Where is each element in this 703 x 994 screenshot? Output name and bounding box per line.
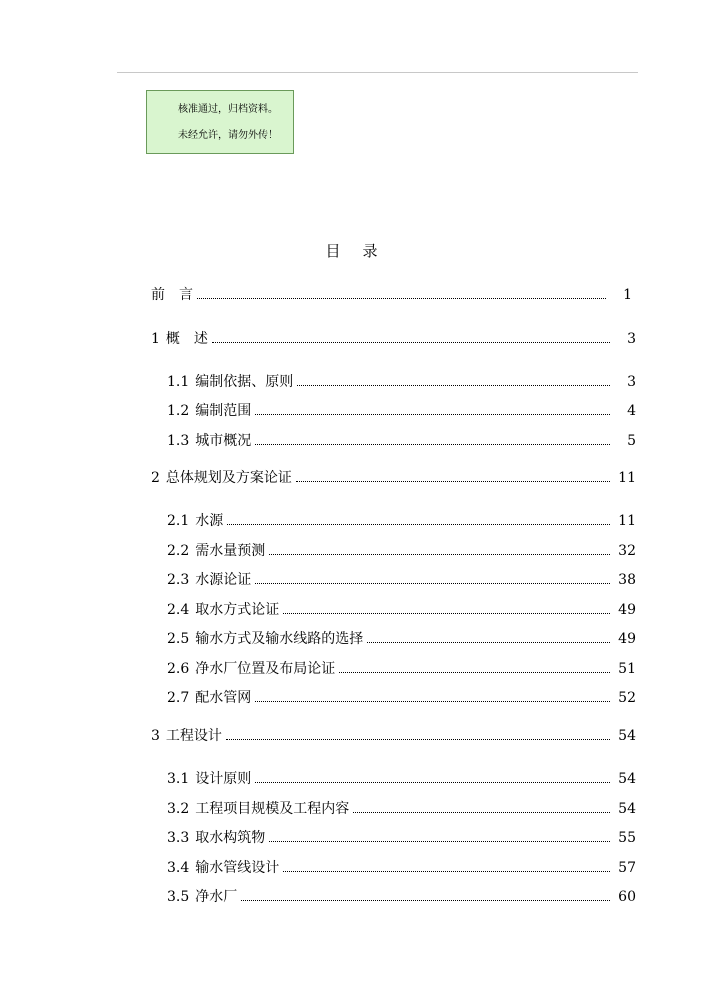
toc-leader-dots <box>227 523 610 525</box>
toc-leader-dots <box>367 641 610 643</box>
toc-entry[interactable] <box>167 628 636 648</box>
toc-leader-dots <box>255 582 610 584</box>
toc-entry-page: 3 <box>627 331 636 347</box>
toc-leader-dots <box>226 738 610 740</box>
toc-entry-number: 3 <box>151 728 160 744</box>
toc-entry[interactable] <box>167 857 636 877</box>
toc-entry-label: 设计原则 <box>195 771 252 787</box>
toc-entry-page: 55 <box>618 830 636 846</box>
toc-entry-page: 38 <box>618 572 636 588</box>
toc-entry-page: 52 <box>618 690 636 706</box>
toc-entry[interactable] <box>167 658 636 678</box>
toc-leader-dots <box>269 553 610 555</box>
toc-entry[interactable] <box>167 599 636 619</box>
toc-entry-label: 取水方式论证 <box>195 602 280 618</box>
stamp-line-1: 核准通过，归档资料。 <box>178 104 278 115</box>
toc-entry-page: 54 <box>618 771 636 787</box>
toc-entry-page: 32 <box>618 543 636 559</box>
toc-entry-label: 编制范围 <box>195 403 252 419</box>
toc-entry-label: 净水厂位置及布局论证 <box>195 661 336 677</box>
toc-entry-label: 概 述 <box>165 331 208 347</box>
toc-leader-dots <box>297 384 610 386</box>
approval-stamp <box>146 90 294 154</box>
toc-entry[interactable] <box>167 400 636 420</box>
toc-entry-number: 2 <box>151 470 160 486</box>
toc-entry-page: 5 <box>627 433 636 449</box>
toc-entry-label: 水源论证 <box>195 572 252 588</box>
toc-entry-number: 2.2 <box>167 543 190 559</box>
toc-entry-number: 1.3 <box>167 433 190 449</box>
toc-entry-label: 水源 <box>195 513 224 529</box>
toc-entry-page: 54 <box>618 801 636 817</box>
toc-entry-number: 3.4 <box>167 860 190 876</box>
toc-entry[interactable] <box>167 371 636 391</box>
toc-entry-page: 57 <box>618 860 636 876</box>
toc-entry-label: 工程项目规模及工程内容 <box>195 801 350 817</box>
toc-entry[interactable] <box>167 510 636 530</box>
toc-entry-label: 前 言 <box>151 287 193 303</box>
toc-entry-page: 4 <box>627 403 636 419</box>
toc-entry[interactable] <box>151 725 636 745</box>
toc-entry-number: 1.1 <box>167 374 190 390</box>
toc-entry-page: 3 <box>627 374 636 390</box>
toc-leader-dots <box>212 341 610 343</box>
toc-leader-dots <box>283 870 610 872</box>
toc-entry-label: 输水管线设计 <box>195 860 280 876</box>
toc-leader-dots <box>255 781 610 783</box>
toc-entry[interactable] <box>167 430 636 450</box>
toc-leader-dots <box>255 700 610 702</box>
toc-entry-number: 3.3 <box>167 830 190 846</box>
toc-entry[interactable] <box>167 798 636 818</box>
toc-leader-dots <box>339 671 610 673</box>
toc-entry-page: 1 <box>623 287 632 303</box>
toc-entry-number: 2.4 <box>167 602 190 618</box>
toc-entry-label: 编制依据、原则 <box>195 374 294 390</box>
toc-entry-number: 2.1 <box>167 513 190 529</box>
toc-entry-page: 11 <box>618 513 636 529</box>
toc-entry-label: 输水方式及输水线路的选择 <box>195 631 364 647</box>
toc-entry[interactable] <box>167 687 636 707</box>
toc-entry-page: 49 <box>618 602 636 618</box>
toc-entry-page: 49 <box>618 631 636 647</box>
toc-entry-number: 1 <box>151 331 160 347</box>
toc-entry-number: 3.1 <box>167 771 190 787</box>
toc-entry[interactable] <box>151 467 636 487</box>
stamp-line-2: 未经允许，请勿外传！ <box>178 130 278 141</box>
toc-leader-dots <box>197 297 606 299</box>
toc-entry[interactable] <box>167 540 636 560</box>
toc-entry-number: 3.2 <box>167 801 190 817</box>
toc-leader-dots <box>269 840 610 842</box>
toc-leader-dots <box>255 443 610 445</box>
header-rule <box>117 72 638 73</box>
toc-leader-dots <box>283 612 610 614</box>
toc-entry-number: 2.3 <box>167 572 190 588</box>
toc-leader-dots <box>241 899 610 901</box>
toc-entry-number: 2.7 <box>167 690 190 706</box>
toc-leader-dots <box>296 480 610 482</box>
toc-leader-dots <box>353 811 610 813</box>
toc-entry-page: 54 <box>618 728 636 744</box>
toc-entry-label: 城市概况 <box>195 433 252 449</box>
toc-entry-number: 2.5 <box>167 631 190 647</box>
toc-entry-page: 60 <box>618 889 636 905</box>
toc-entry[interactable] <box>151 328 636 348</box>
toc-entry-page: 51 <box>618 661 636 677</box>
toc-entry-number: 1.2 <box>167 403 190 419</box>
toc-entry[interactable] <box>167 768 636 788</box>
toc-entry[interactable] <box>167 827 636 847</box>
toc-entry-label: 取水构筑物 <box>195 830 266 846</box>
toc-entry-label: 净水厂 <box>195 889 238 905</box>
toc-leader-dots <box>255 413 610 415</box>
toc-entry-label: 总体规划及方案论证 <box>165 470 292 486</box>
toc-title: 目录 <box>325 242 400 260</box>
toc-entry[interactable] <box>167 886 636 906</box>
toc-entry-number: 2.6 <box>167 661 190 677</box>
toc-entry-label: 配水管网 <box>195 690 252 706</box>
toc-entry-label: 工程设计 <box>165 728 222 744</box>
toc-entry-label: 需水量预测 <box>195 543 266 559</box>
toc-entry-number: 3.5 <box>167 889 190 905</box>
toc-entry[interactable] <box>167 569 636 589</box>
toc-entry-page: 11 <box>618 470 636 486</box>
toc-entry[interactable] <box>151 284 632 304</box>
